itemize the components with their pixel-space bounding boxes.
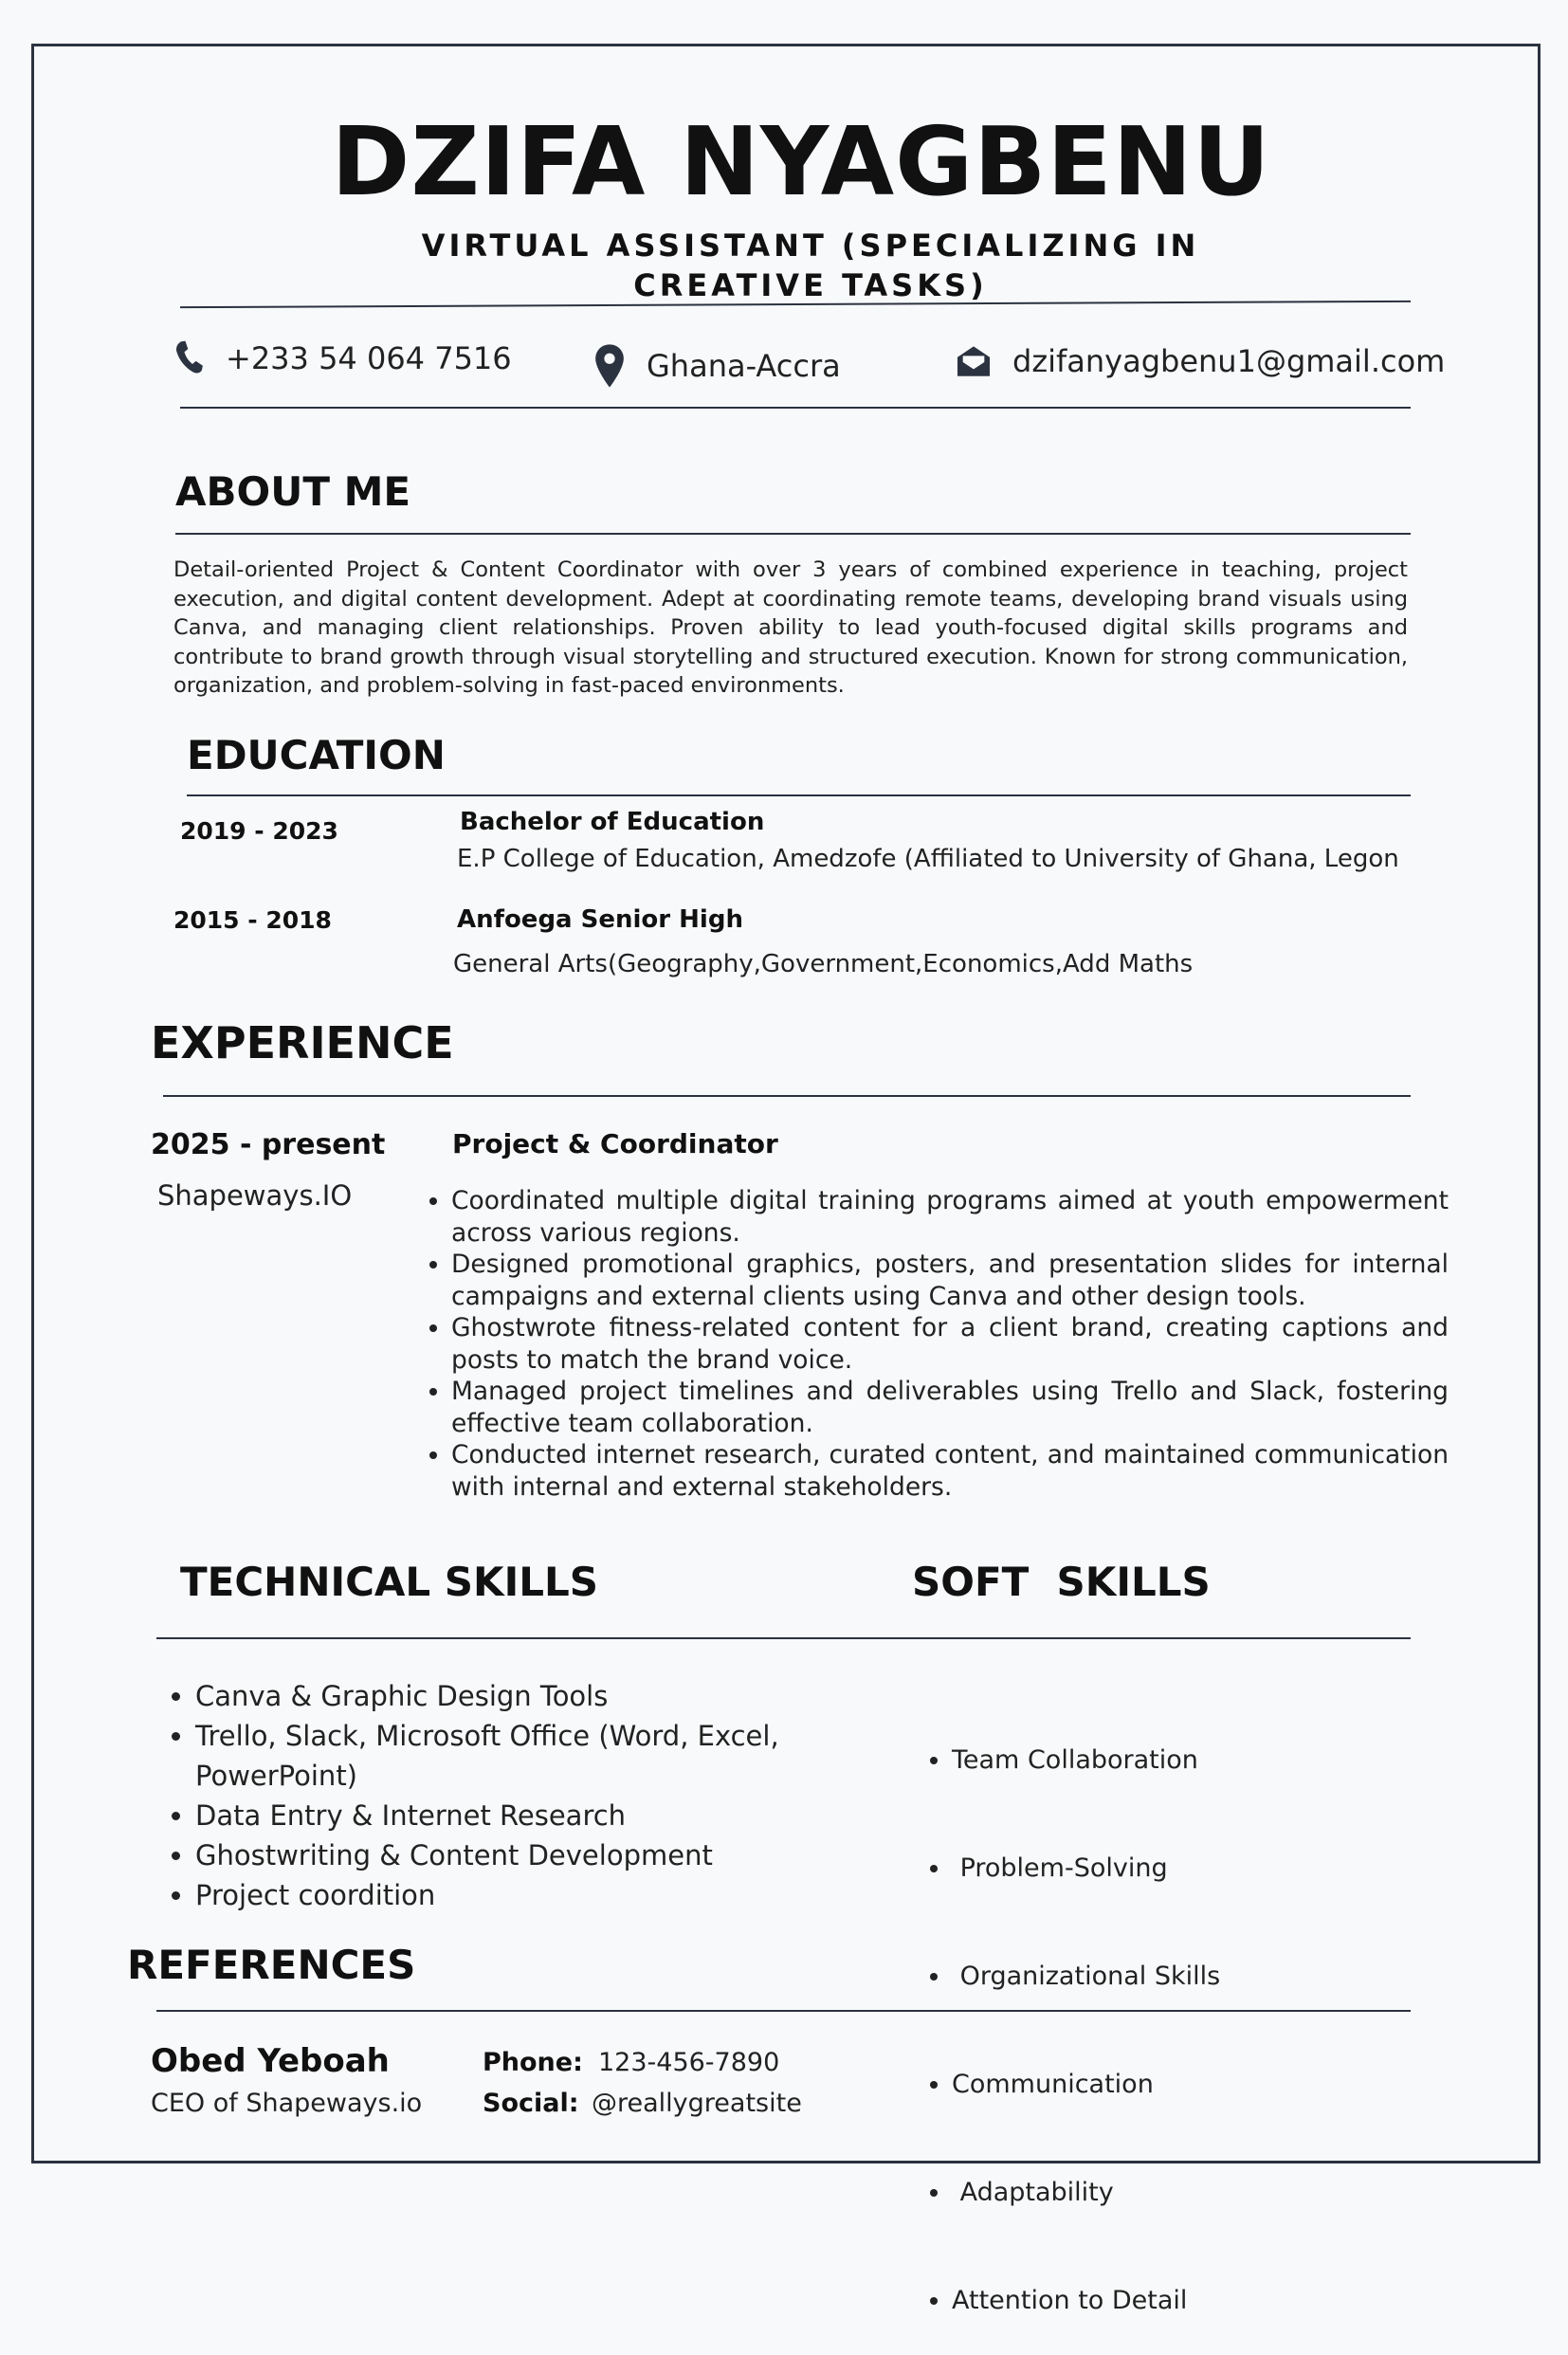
list-item: • Trello, Slack, Microsoft Office (Word, Excel, PowerPoint): [195, 1716, 859, 1796]
technical-skills-list: [167, 1676, 859, 1915]
contact-divider: [180, 407, 1411, 409]
list-item: • Team Collaboration: [952, 1743, 1426, 1779]
experience-bullets: [423, 1185, 1449, 1503]
education-degree: Anfoega Senior High: [457, 905, 743, 934]
experience-company: Shapeways.IO: [157, 1179, 353, 1212]
about-text: Detail-oriented Project & Content Coordinator with over 3 years of combined experience in teaching, project execution, and digital content development. Adept at coordinating remote teams, developing brand visuals using Canva, and managing client relationships. Proven ability to lead youth-focused digital skills programs and contribute to brand growth through visual storytelling and structured execution. Known for strong communication, organization, and problem-solving in fast-paced environments.: [173, 557, 1408, 698]
list-item: • Managed project timelines and deliverables using Trello and Slack, fostering effective team collaboration.: [451, 1376, 1449, 1439]
experience-title: Project & Coordinator: [452, 1128, 778, 1159]
envelope-icon: [956, 345, 992, 377]
experience-divider: [163, 1095, 1411, 1097]
contact-email: [956, 343, 1445, 379]
education-institution: General Arts(Geography,Government,Economics,Add Maths: [453, 950, 1194, 978]
reference-title: CEO of Shapeways.io: [151, 2089, 423, 2118]
education-dates: 2015 - 2018: [173, 906, 332, 934]
references-divider: [156, 2010, 1411, 2012]
list-item: • Project coordition: [195, 1875, 859, 1915]
skills-divider: [156, 1637, 1411, 1639]
education-degree: Bachelor of Education: [460, 808, 765, 836]
phone-text: +233 54 064 7516: [226, 340, 512, 376]
phone-icon: [173, 339, 205, 377]
reference-name: Obed Yeboah: [151, 2042, 390, 2080]
about-heading: ABOUT ME: [175, 468, 411, 515]
contact-location: [593, 343, 841, 389]
education-heading: EDUCATION: [187, 732, 446, 778]
list-item: • Data Entry & Internet Research: [195, 1796, 859, 1835]
education-divider: [187, 794, 1411, 796]
reference-phone-label: Phone:: [483, 2048, 583, 2077]
technical-skills-heading: TECHNICAL SKILLS: [180, 1559, 598, 1605]
reference-social-label: Social:: [483, 2089, 579, 2118]
references-heading: REFERENCES: [127, 1942, 416, 1988]
list-item: • Communication: [952, 2067, 1426, 2103]
education-institution: E.P College of Education, Amedzofe (Affiliated to University of Ghana, Legon: [457, 845, 1399, 873]
contact-phone: [173, 339, 512, 377]
list-item: • Organizational Skills: [952, 1959, 1426, 1995]
soft-skills-list: [923, 1670, 1426, 2355]
candidate-name: DZIFA NYAGBENU: [331, 106, 1271, 217]
reference-social[interactable]: @reallygreatsite: [592, 2089, 802, 2118]
reference-phone: 123-456-7890: [598, 2048, 780, 2077]
list-item: • Coordinated multiple digital training programs aimed at youth empowerment across various regions.: [451, 1185, 1449, 1249]
location-pin-icon: [593, 343, 626, 389]
list-item: • Designed promotional graphics, posters, and presentation slides for internal campaigns and external clients using Canva and other design tools.: [451, 1249, 1449, 1312]
candidate-role: VIRTUAL ASSISTANT (SPECIALIZING IN CREATIVE TASKS): [421, 228, 1200, 303]
list-item: • Attention to Detail: [952, 2283, 1426, 2319]
experience-heading: EXPERIENCE: [151, 1017, 454, 1068]
experience-dates: 2025 - present: [151, 1128, 386, 1161]
list-item: • Ghostwriting & Content Development: [195, 1835, 859, 1875]
list-item: • Ghostwrote fitness-related content for a client brand, creating captions and posts to match the brand voice.: [451, 1312, 1449, 1376]
list-item: • Conducted internet research, curated content, and maintained communication with internal and external stakeholders.: [451, 1439, 1449, 1503]
list-item: • Problem-Solving: [952, 1851, 1426, 1887]
about-divider: [175, 533, 1411, 535]
email-text[interactable]: dzifanyagbenu1@gmail.com: [1012, 343, 1446, 379]
list-item: • Adaptability: [952, 2175, 1426, 2211]
list-item: • Canva & Graphic Design Tools: [195, 1676, 859, 1716]
location-text: Ghana-Accra: [647, 348, 841, 384]
education-dates: 2019 - 2023: [180, 817, 338, 845]
soft-skills-heading: SOFT SKILLS: [912, 1559, 1211, 1605]
